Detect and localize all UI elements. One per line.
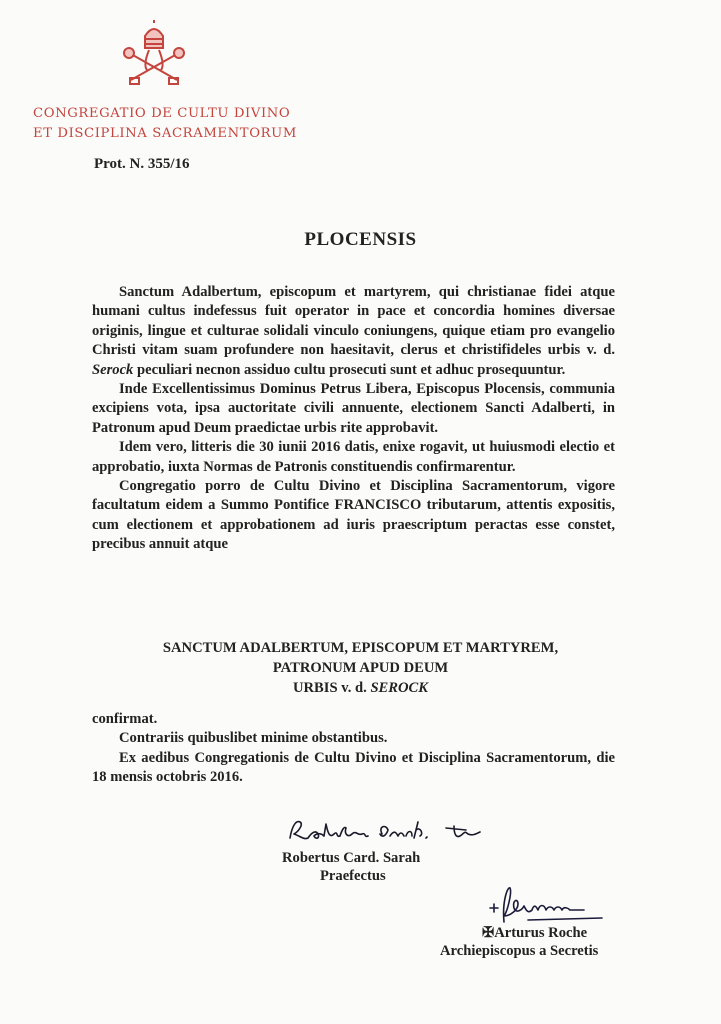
secretary-handwritten-signature bbox=[484, 880, 614, 928]
proclamation-town: SEROCK bbox=[370, 680, 429, 696]
paragraph-2: Inde Excellentissimus Dominus Petrus Libera, Episcopus Plocensis, communia excipiens vota, ipsa auctoritate civili annuente, electionem Sancti Adalberti, in Patronum apud Deum praedictae urbis rite approbavit. bbox=[92, 381, 615, 436]
paragraph-1-text-a: Sanctum Adalbertum, episcopum et martyrem, qui christianae fidei atque humani cultus indefessus fuit operator in pace et concordia homines diversae originis, lingue et culturae solidali vinculo coniungens, quique etiam pro evangelio Christi vitam suam profundere non haesitavit, clerus et christifideles urbis v. d. bbox=[92, 284, 615, 359]
document-title: PLOCENSIS bbox=[304, 229, 417, 250]
proclamation-line-1: SANCTUM ADALBERTUM, EPISCOPUM ET MARTYREM, bbox=[162, 640, 559, 656]
letterhead-line-2: ET DISCIPLINA SACRAMENTORUM bbox=[33, 126, 297, 141]
paragraph-1-town: Serock bbox=[92, 361, 134, 378]
paragraph-1 bbox=[92, 283, 615, 380]
paragraph-4: Congregatio porro de Cultu Divino et Disciplina Sacramentorum, vigore facultatum eidem a Summo Pontifice FRANCISCO tributarum, attentis expositis, cum electionem et approbationem ad iuris praescriptum peractas esse constet, precibus annuit atque bbox=[92, 478, 615, 553]
secretary-name: Arturus Roche bbox=[494, 925, 588, 941]
dating-clause: Ex aedibus Congregationis de Cultu Divino et Disciplina Sacramentorum, die 18 mensis octobris 2016. bbox=[92, 749, 615, 786]
secretary-name-line bbox=[482, 924, 587, 942]
contrariis-text: Contrariis quibuslibet minime obstantibus. bbox=[119, 730, 388, 747]
closing-block bbox=[92, 710, 615, 788]
cross-icon: ✠ bbox=[482, 925, 495, 941]
letterhead-line-1: CONGREGATIO DE CULTU DIVINO bbox=[33, 106, 291, 121]
prefect-handwritten-signature bbox=[286, 812, 486, 848]
paragraph-1-text-c: peculiari necnon assiduo cultu prosecuti sunt et adhuc prosequuntur. bbox=[133, 361, 566, 378]
proclamation-line-3 bbox=[0, 678, 721, 698]
paragraph-3: Idem vero, litteris die 30 iunii 2016 datis, enixe rogavit, ut huiusmodi electio et approbatio, iuxta Normas de Patronis constituendis confirmarentur. bbox=[92, 439, 615, 475]
proclamation-line-3-a: URBIS v. d. bbox=[292, 680, 371, 696]
secretary-title: Archiepiscopus a Secretis bbox=[440, 943, 599, 959]
prefect-title: Praefectus bbox=[320, 868, 386, 884]
prefect-name: Robertus Card. Sarah bbox=[282, 850, 421, 866]
proclamation-line-2: PATRONUM APUD DEUM bbox=[272, 660, 449, 676]
decree-proclamation bbox=[0, 638, 721, 698]
confirmat-text: confirmat. bbox=[92, 711, 158, 727]
protocol-number: Prot. N. 355/16 bbox=[94, 156, 190, 172]
papal-keys-tiara-icon bbox=[121, 20, 187, 90]
decree-body bbox=[92, 283, 615, 555]
